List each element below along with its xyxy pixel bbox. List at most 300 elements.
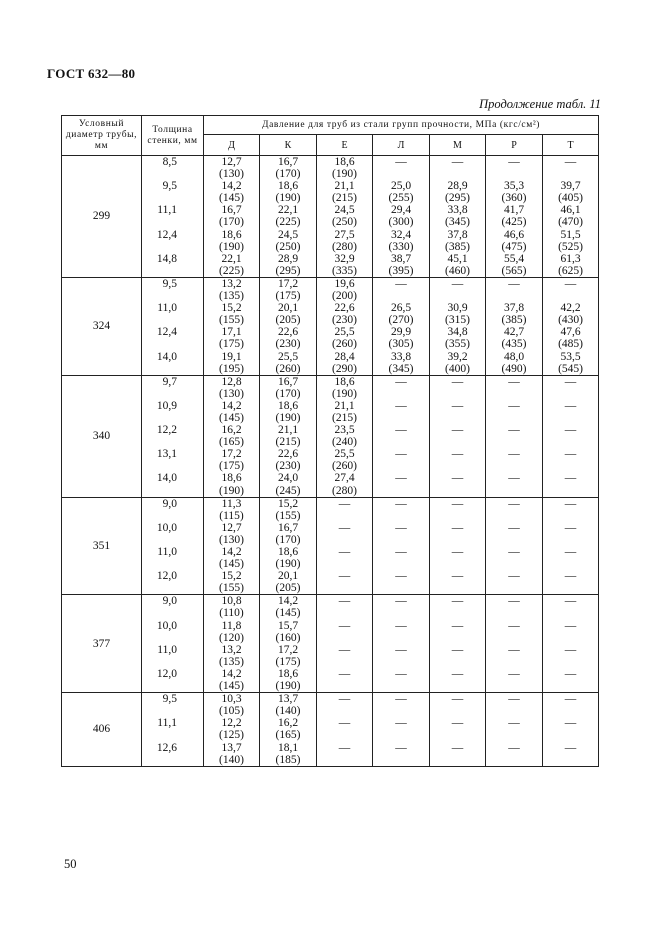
pressure-mpa: —	[395, 619, 407, 632]
pressure-mpa: —	[451, 570, 464, 583]
pressure-mpa: 22,1	[221, 252, 242, 265]
table-row	[62, 497, 599, 595]
pressure-mpa: 24,0	[277, 472, 299, 485]
pressure-cell	[317, 693, 373, 767]
pressure-mpa: 25,5	[334, 448, 355, 461]
pressure-cell	[260, 595, 317, 693]
pressure-mpa: 16,7	[221, 204, 242, 217]
pressure-kgf: (260)	[332, 460, 357, 473]
nominal-diameter-cell: 406	[62, 693, 142, 767]
pressure-kgf	[543, 290, 598, 302]
pressure-mpa: 16,2	[277, 717, 299, 730]
pressure-mpa: 29,4	[390, 204, 412, 217]
pressure-mpa: —	[508, 667, 520, 680]
pressure-mpa: 46,6	[503, 228, 525, 241]
pressure-mpa: —	[451, 448, 464, 461]
pressure-cell	[543, 497, 599, 595]
pressure-mpa: —	[338, 546, 351, 558]
pressure-mpa: —	[508, 521, 520, 534]
pressure-mpa: 38,7	[390, 252, 412, 265]
pressure-kgf: (190)	[332, 168, 357, 181]
table-row	[62, 277, 599, 375]
pressure-cell	[430, 277, 486, 375]
pressure-mpa: —	[508, 497, 520, 510]
pressure-kgf	[543, 607, 598, 619]
pressure-table	[61, 115, 599, 767]
header-nominal-diameter: Условный диаметр трубы, мм	[62, 116, 142, 156]
pressure-kgf	[317, 754, 372, 766]
pressure-kgf: (295)	[445, 192, 470, 205]
pressure-kgf	[317, 582, 372, 594]
pressure-kgf	[486, 510, 542, 522]
pressure-kgf: (625)	[558, 264, 583, 277]
pressure-mpa: —	[508, 375, 520, 388]
pressure-cell	[373, 375, 430, 497]
wall-thickness-value: 10,9	[156, 399, 177, 412]
pressure-kgf	[486, 656, 542, 668]
pressure-cell	[204, 693, 260, 767]
pressure-mpa: —	[508, 448, 520, 461]
pressure-kgf: (155)	[219, 582, 244, 595]
pressure-mpa: 51,5	[560, 228, 581, 241]
pressure-kgf: (490)	[501, 362, 527, 375]
pressure-mpa: —	[338, 741, 351, 754]
pressure-kgf: (170)	[219, 216, 244, 229]
pressure-cell	[204, 595, 260, 693]
pressure-kgf	[373, 705, 429, 717]
pressure-cell	[317, 595, 373, 693]
pressure-kgf	[373, 607, 429, 619]
header-grade: Т	[543, 135, 599, 156]
header-grade: Е	[317, 135, 373, 156]
pressure-mpa: 17,2	[277, 277, 299, 290]
pressure-kgf	[317, 656, 372, 668]
pressure-kgf: (170)	[275, 387, 301, 400]
pressure-kgf	[430, 754, 485, 766]
pressure-mpa: 11,3	[221, 497, 242, 510]
pressure-mpa: —	[508, 570, 520, 583]
pressure-mpa: 13,2	[221, 643, 242, 656]
pressure-kgf: (190)	[219, 484, 244, 497]
wall-thickness-cell	[142, 693, 204, 767]
table-continuation-note: Продолжение табл. 11	[479, 97, 601, 111]
wall-thickness-cell	[142, 277, 204, 375]
pressure-kgf: (305)	[388, 338, 414, 351]
wall-thickness-value: 12,4	[156, 326, 177, 339]
pressure-cell	[317, 156, 373, 278]
pressure-mpa: 21,1	[334, 399, 355, 412]
pressure-kgf: (165)	[275, 729, 301, 742]
wall-thickness-value: 9,0	[162, 497, 177, 510]
pressure-cell	[543, 156, 599, 278]
pressure-kgf	[430, 582, 485, 594]
pressure-kgf: (425)	[501, 216, 527, 229]
pressure-kgf: (360)	[501, 192, 527, 205]
pressure-kgf: (400)	[445, 362, 470, 375]
pressure-kgf	[543, 729, 598, 741]
pressure-kgf	[373, 412, 429, 424]
pressure-mpa: 47,6	[560, 326, 581, 339]
pressure-mpa: —	[395, 521, 407, 534]
pressure-cell	[430, 156, 486, 278]
pressure-mpa: 23,5	[334, 424, 355, 437]
pressure-kgf: (130)	[219, 387, 244, 400]
wall-thickness-value: 12,4	[156, 228, 177, 241]
pressure-mpa: 15,2	[221, 302, 242, 315]
pressure-kgf	[543, 534, 598, 546]
pressure-mpa: 18,6	[221, 228, 242, 241]
pressure-kgf: (145)	[219, 411, 244, 424]
pressure-mpa: —	[451, 619, 464, 632]
pressure-kgf: (565)	[501, 264, 527, 277]
pressure-kgf	[486, 485, 542, 497]
pressure-mpa: —	[508, 595, 520, 608]
pressure-mpa: —	[451, 643, 464, 656]
pressure-kgf: (155)	[275, 509, 301, 522]
wall-thickness-value: 9,5	[162, 180, 177, 193]
pressure-kgf: (130)	[219, 533, 244, 546]
pressure-kgf: (260)	[332, 338, 357, 351]
pressure-kgf: (230)	[275, 460, 301, 473]
pressure-mpa: —	[338, 643, 351, 656]
pressure-mpa: 42,7	[503, 326, 525, 339]
pressure-mpa: —	[564, 693, 577, 706]
pressure-kgf	[543, 168, 598, 180]
pressure-kgf	[543, 558, 598, 570]
pressure-cell	[486, 156, 543, 278]
pressure-mpa: —	[338, 497, 351, 510]
pressure-kgf: (145)	[275, 607, 301, 620]
pressure-kgf: (300)	[388, 216, 414, 229]
pressure-kgf	[486, 705, 542, 717]
pressure-mpa: 12,7	[221, 156, 242, 168]
pressure-kgf	[317, 607, 372, 619]
nominal-diameter-cell: 351	[62, 497, 142, 595]
pressure-kgf: (250)	[275, 240, 301, 253]
pressure-kgf: (215)	[275, 436, 301, 449]
pressure-mpa: —	[508, 472, 520, 485]
pressure-kgf: (470)	[558, 216, 583, 229]
pressure-kgf: (315)	[445, 314, 470, 327]
pressure-mpa: 13,7	[277, 693, 299, 706]
pressure-kgf: (205)	[275, 314, 301, 327]
pressure-kgf	[373, 558, 429, 570]
pressure-cell	[486, 693, 543, 767]
pressure-kgf: (295)	[275, 264, 301, 277]
pressure-mpa: —	[564, 375, 577, 388]
pressure-mpa: 33,8	[447, 204, 468, 217]
pressure-mpa: —	[508, 156, 520, 168]
wall-thickness-value: 12,0	[156, 570, 177, 583]
pressure-kgf	[430, 290, 485, 302]
pressure-kgf: (145)	[219, 558, 244, 571]
pressure-mpa: 18,6	[277, 546, 299, 558]
pressure-mpa: 42,2	[560, 302, 581, 315]
pressure-kgf: (330)	[388, 240, 414, 253]
pressure-kgf	[373, 632, 429, 644]
pressure-kgf: (230)	[275, 338, 301, 351]
pressure-mpa: 28,4	[334, 350, 355, 363]
pressure-kgf: (395)	[388, 264, 414, 277]
pressure-cell	[317, 497, 373, 595]
wall-thickness-value: 9,0	[162, 595, 177, 608]
pressure-mpa: 25,5	[334, 326, 355, 339]
pressure-kgf: (165)	[219, 436, 244, 449]
wall-thickness-value: 12,0	[156, 667, 177, 680]
pressure-mpa: —	[564, 643, 577, 656]
pressure-kgf	[373, 510, 429, 522]
wall-thickness-value: 11,0	[157, 546, 177, 558]
pressure-kgf	[430, 632, 485, 644]
pressure-kgf	[486, 680, 542, 692]
pressure-mpa: 19,6	[334, 277, 355, 290]
pressure-mpa: —	[395, 570, 407, 583]
pressure-kgf	[373, 388, 429, 400]
pressure-mpa: 18,6	[334, 156, 355, 168]
pressure-kgf: (115)	[219, 509, 244, 522]
pressure-kgf: (170)	[275, 533, 301, 546]
pressure-mpa: —	[508, 546, 520, 558]
pressure-cell	[260, 375, 317, 497]
nominal-diameter-cell: 340	[62, 375, 142, 497]
pressure-cell	[204, 277, 260, 375]
wall-thickness-cell	[142, 595, 204, 693]
pressure-kgf	[486, 436, 542, 448]
pressure-kgf	[317, 680, 372, 692]
pressure-mpa: —	[508, 741, 520, 754]
pressure-kgf	[373, 436, 429, 448]
pressure-mpa: 55,4	[503, 252, 525, 265]
nominal-diameter-cell: 324	[62, 277, 142, 375]
pressure-mpa: 17,1	[221, 326, 242, 339]
pressure-kgf	[486, 582, 542, 594]
pressure-kgf: (385)	[501, 314, 527, 327]
pressure-kgf: (145)	[219, 680, 244, 693]
pressure-kgf	[486, 729, 542, 741]
pressure-cell	[204, 156, 260, 278]
pressure-kgf: (135)	[219, 655, 244, 668]
pressure-kgf	[486, 168, 542, 180]
pressure-mpa: 11,8	[221, 619, 242, 632]
pressure-kgf: (110)	[219, 607, 244, 620]
pressure-kgf	[486, 412, 542, 424]
pressure-cell	[430, 595, 486, 693]
pressure-mpa: —	[564, 667, 577, 680]
pressure-kgf: (225)	[275, 216, 301, 229]
pressure-mpa: —	[508, 619, 520, 632]
pressure-mpa: 16,7	[277, 156, 299, 168]
pressure-kgf: (485)	[558, 338, 583, 351]
pressure-kgf: (215)	[332, 192, 357, 205]
pressure-kgf	[486, 558, 542, 570]
pressure-mpa: —	[451, 741, 464, 754]
pressure-kgf: (525)	[558, 240, 583, 253]
pressure-mpa: —	[508, 717, 520, 730]
pressure-kgf	[430, 436, 485, 448]
pressure-mpa: —	[508, 277, 520, 290]
pressure-kgf	[373, 534, 429, 546]
pressure-mpa: —	[338, 693, 351, 706]
pressure-mpa: —	[564, 619, 577, 632]
header-grade: М	[430, 135, 486, 156]
pressure-mpa: —	[451, 521, 464, 534]
pressure-mpa: —	[338, 595, 351, 608]
pressure-mpa: —	[451, 497, 464, 510]
pressure-kgf	[543, 656, 598, 668]
pressure-mpa: 41,7	[503, 204, 525, 217]
pressure-mpa: 18,6	[334, 375, 355, 388]
pressure-cell	[373, 277, 430, 375]
pressure-mpa: 12,8	[221, 375, 242, 388]
pressure-kgf: (475)	[501, 240, 527, 253]
pressure-mpa: 16,7	[277, 521, 299, 534]
pressure-kgf	[430, 412, 485, 424]
pressure-mpa: —	[564, 741, 577, 754]
document-code: ГОСТ 632—80	[47, 66, 136, 81]
pressure-mpa: —	[564, 424, 577, 437]
pressure-mpa: —	[451, 375, 464, 388]
pressure-mpa: —	[564, 595, 577, 608]
pressure-mpa: 12,2	[221, 717, 242, 730]
pressure-mpa: 17,2	[277, 643, 299, 656]
header-grade: К	[260, 135, 317, 156]
pressure-kgf: (250)	[332, 216, 357, 229]
pressure-kgf: (125)	[219, 729, 244, 742]
pressure-kgf	[430, 656, 485, 668]
pressure-kgf: (140)	[275, 705, 301, 718]
wall-thickness-value: 10,0	[156, 619, 177, 632]
pressure-mpa: —	[395, 448, 407, 461]
pressure-kgf: (160)	[275, 631, 301, 644]
pressure-mpa: 14,2	[221, 667, 242, 680]
wall-thickness-value: 12,6	[156, 741, 177, 754]
pressure-kgf: (175)	[219, 460, 244, 473]
pressure-mpa: 22,6	[277, 326, 299, 339]
pressure-cell	[260, 497, 317, 595]
pressure-mpa: 26,5	[390, 302, 412, 315]
pressure-kgf: (190)	[275, 192, 301, 205]
pressure-kgf	[486, 754, 542, 766]
pressure-kgf	[373, 460, 429, 472]
pressure-mpa: —	[451, 693, 464, 706]
pressure-kgf: (145)	[219, 192, 244, 205]
pressure-kgf: (430)	[558, 314, 583, 327]
pressure-cell	[260, 693, 317, 767]
pressure-mpa: 39,7	[560, 180, 581, 193]
pressure-kgf: (130)	[219, 168, 244, 181]
pressure-cell	[204, 375, 260, 497]
pressure-kgf	[430, 729, 485, 741]
pressure-kgf: (355)	[445, 338, 470, 351]
wall-thickness-value: 14,0	[156, 350, 177, 363]
pressure-mpa: —	[564, 156, 577, 168]
pressure-mpa: 10,3	[221, 693, 242, 706]
header-wall-thickness: Толщина стенки, мм	[142, 116, 204, 156]
pressure-kgf: (120)	[219, 631, 244, 644]
pressure-mpa: 28,9	[447, 180, 468, 193]
pressure-kgf: (460)	[445, 264, 470, 277]
pressure-kgf: (175)	[275, 290, 301, 303]
pressure-mpa: —	[564, 546, 577, 558]
pressure-cell	[373, 156, 430, 278]
pressure-mpa: —	[451, 667, 464, 680]
pressure-mpa: —	[395, 472, 407, 485]
pressure-mpa: —	[395, 595, 407, 608]
table-row	[62, 375, 599, 497]
pressure-mpa: —	[395, 399, 407, 412]
pressure-mpa: —	[338, 570, 351, 583]
pressure-kgf	[373, 485, 429, 497]
pressure-kgf	[373, 290, 429, 302]
pressure-cell	[204, 497, 260, 595]
wall-thickness-value: 9,7	[162, 375, 177, 388]
pressure-mpa: 61,3	[560, 252, 581, 265]
pressure-mpa: —	[451, 399, 464, 412]
pressure-mpa: —	[395, 277, 407, 290]
pressure-kgf: (175)	[275, 655, 301, 668]
pressure-cell	[543, 595, 599, 693]
pressure-cell	[486, 375, 543, 497]
pressure-kgf: (205)	[275, 582, 301, 595]
pressure-cell	[543, 693, 599, 767]
nominal-diameter-cell: 299	[62, 156, 142, 278]
table-row	[62, 595, 599, 693]
wall-thickness-value: 14,0	[156, 472, 177, 485]
header-grade: Р	[486, 135, 543, 156]
pressure-mpa: —	[338, 667, 351, 680]
pressure-mpa: —	[564, 570, 577, 583]
pressure-mpa: —	[451, 472, 464, 485]
pressure-kgf: (405)	[558, 192, 583, 205]
wall-thickness-value: 12,2	[156, 424, 177, 437]
pressure-kgf	[543, 632, 598, 644]
pressure-mpa: 33,8	[390, 350, 412, 363]
wall-thickness-value: 11,1	[157, 204, 177, 217]
wall-thickness-value: 13,1	[156, 448, 177, 461]
pressure-mpa: 19,1	[221, 350, 242, 363]
pressure-kgf: (345)	[388, 362, 414, 375]
pressure-mpa: 34,8	[447, 326, 468, 339]
pressure-kgf	[430, 534, 485, 546]
pressure-kgf: (290)	[332, 362, 357, 375]
pressure-kgf	[430, 510, 485, 522]
pressure-mpa: 46,1	[560, 204, 581, 217]
wall-thickness-value: 8,5	[162, 156, 177, 168]
pressure-mpa: 39,2	[447, 350, 468, 363]
nominal-diameter-cell: 377	[62, 595, 142, 693]
pressure-mpa: 45,1	[447, 252, 468, 265]
pressure-kgf	[430, 558, 485, 570]
pressure-kgf: (185)	[275, 753, 301, 766]
pressure-cell	[543, 277, 599, 375]
pressure-mpa: 18,6	[221, 472, 242, 485]
header-grade: Л	[373, 135, 430, 156]
pressure-mpa: 24,5	[277, 228, 299, 241]
pressure-mpa: 21,1	[334, 180, 355, 193]
pressure-kgf: (135)	[219, 290, 244, 303]
wall-thickness-cell	[142, 497, 204, 595]
pressure-mpa: 32,9	[334, 252, 355, 265]
pressure-mpa: —	[395, 546, 407, 558]
pressure-mpa: 16,2	[221, 424, 242, 437]
pressure-kgf: (435)	[501, 338, 527, 351]
pressure-kgf: (170)	[275, 168, 301, 181]
pressure-mpa: 32,4	[390, 228, 412, 241]
pressure-mpa: —	[451, 717, 464, 730]
pressure-cell	[317, 375, 373, 497]
pressure-kgf	[543, 388, 598, 400]
pressure-kgf	[317, 558, 372, 570]
